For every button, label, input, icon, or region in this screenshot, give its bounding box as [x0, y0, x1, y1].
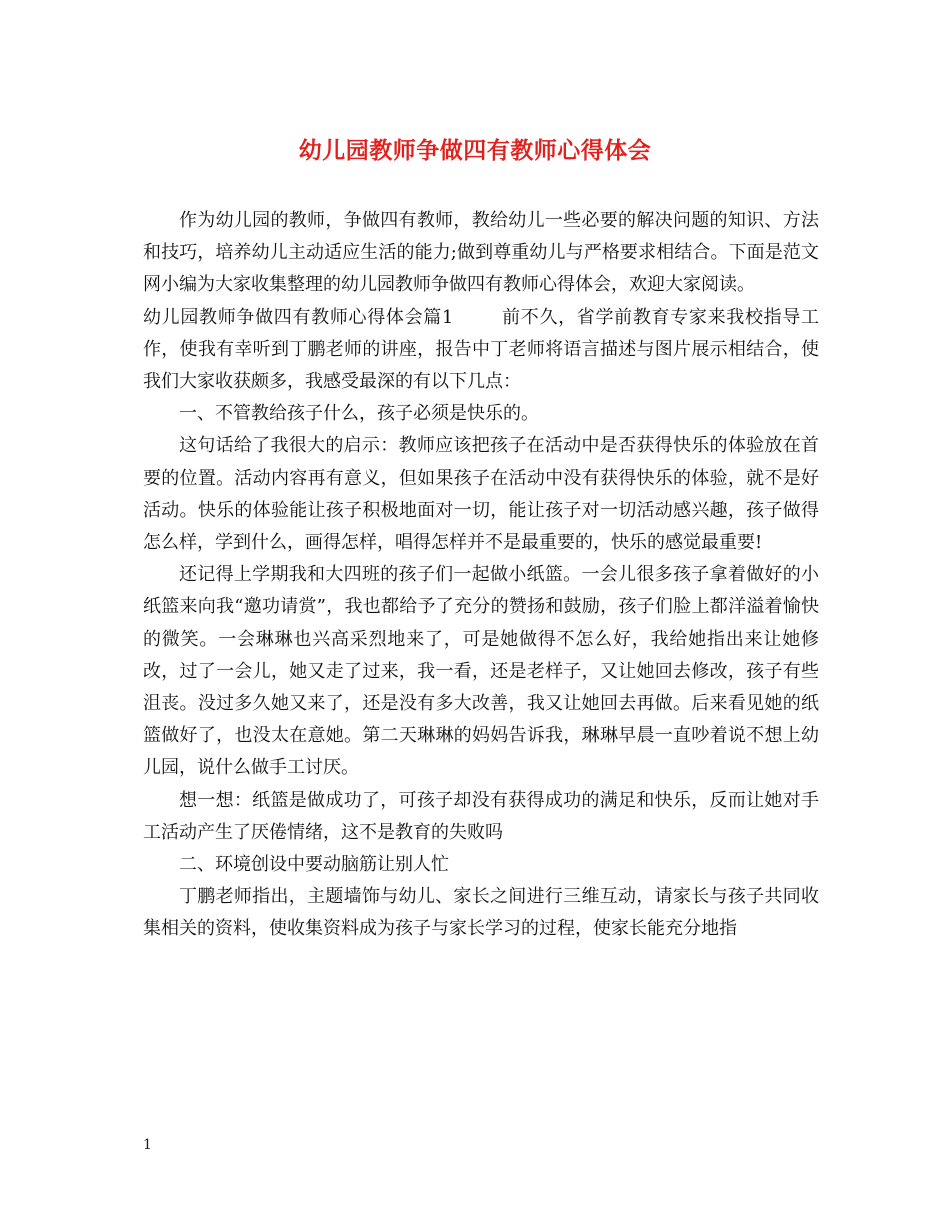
point-heading-1: 一、不管教给孩子什么，孩子必须是快乐的。: [179, 403, 539, 425]
paragraph-2: 还记得上学期我和大四班的孩子们一起做小纸篮。一会儿很多孩子拿着做好的小纸篮来向我“邀功请赏”，我也都给予了充分的赞扬和鼓励，孩子们脸上都洋溢着愉快的微笑。一会琳琳也兴高采烈地来了，可是她做得不怎么好，我给她指出来让她修改，过了一会儿，她又走了过来，我一看，还是老样子，又让她回去修改，孩子有些沮丧。没过多久她又来了，还是没有多大改善，我又让她回去再做。后来看见她的纸篮做好了，也没太在意她。第二天琳琳的妈妈告诉我，琳琳早晨一直吵着说不想上幼儿园，说什么做手工讨厌。: [143, 564, 819, 779]
intro-paragraph: 作为幼儿园的教师，争做四有教师，教给幼儿一些必要的解决问题的知识、方法和技巧，培养幼儿主动适应生活的能力;做到尊重幼儿与严格要求相结合。下面是范文网小编为大家收集整理的幼儿园教师争做四有教师心得体会，欢迎大家阅读。: [143, 210, 819, 296]
paragraph-3: 想一想：纸篮是做成功了，可孩子却没有获得成功的满足和快乐，反而让她对手工活动产生了厌倦情绪，这不是教育的失败吗: [143, 789, 819, 843]
section-first-text: 前不久，省学前教育专家来我校指导工作，使我有幸听到丁鹏老师的讲座，报告中丁老师将语言描述与图片展示相结合，使我们大家收获颇多，我感受最深的有以下几点：: [143, 306, 820, 393]
section-heading: 幼儿园教师争做四有教师心得体会篇1: [143, 306, 454, 328]
page-number: 1: [143, 1137, 152, 1153]
document-title: 幼儿园教师争做四有教师心得体会: [298, 137, 652, 164]
point-heading-2: 二、环境创设中要动脑筋让别人忙: [179, 854, 449, 876]
paragraph-4: 丁鹏老师指出，主题墙饰与幼儿、家长之间进行三维互动，请家长与孩子共同收集相关的资料，使收集资料成为孩子与家长学习的过程，使家长能充分地指: [143, 886, 819, 940]
section-paragraph: [143, 302, 819, 399]
document-body: [143, 205, 819, 946]
paragraph-1: 这句话给了我很大的启示：教师应该把孩子在活动中是否获得快乐的体验放在首要的位置。活动内容再有意义，但如果孩子在活动中没有获得快乐的体验，就不是好活动。快乐的体验能让孩子积极地面对一切，能让孩子对一切活动感兴趣，孩子做得怎么样，学到什么，画得怎样，唱得怎样并不是最重要的，快乐的感觉最重要!: [143, 435, 819, 554]
